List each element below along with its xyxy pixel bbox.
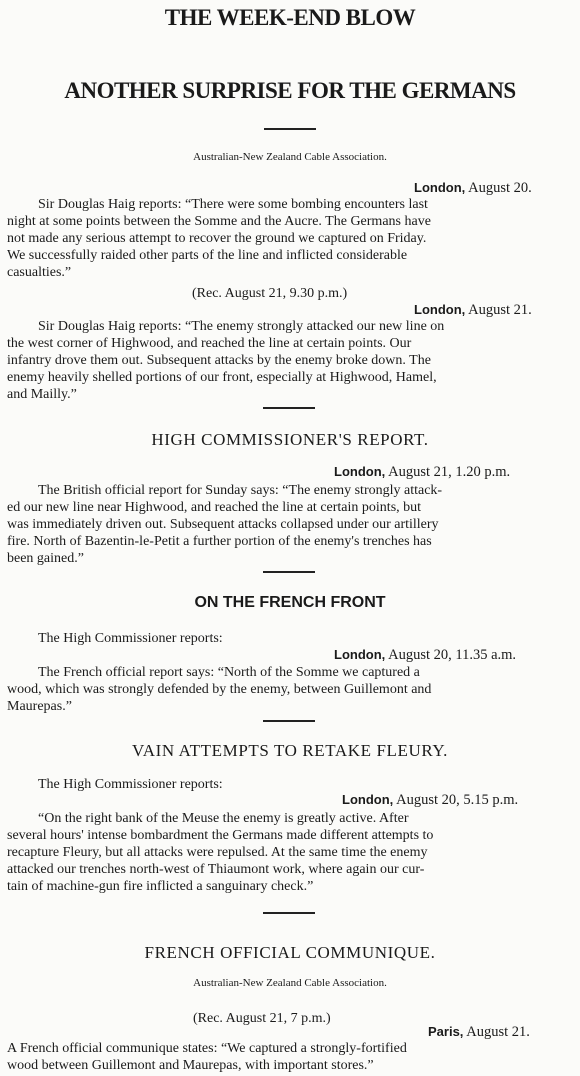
text-line: The French official report says: “North of the Somme we captured a	[38, 665, 420, 680]
dateline: London, August 20, 5.15 p.m.	[342, 792, 519, 808]
text-line: infantry drove them out. Subsequent attacks by the enemy broke down. The	[7, 353, 431, 368]
text-line: was immediately driven out. Subsequent attacks collapsed under our artillery	[7, 517, 439, 532]
dateline: London, August 20, 11.35 a.m.	[334, 647, 517, 663]
text-line: The High Commissioner reports:	[38, 777, 223, 792]
dateline: London, August 21, 1.20 p.m.	[334, 464, 511, 480]
divider	[263, 912, 315, 914]
text-line: The British official report for Sunday says: “The enemy strongly attack-	[38, 483, 443, 498]
text-line: Maurepas.”	[7, 699, 72, 714]
section-heading: FRENCH OFFICIAL COMMUNIQUE.	[144, 943, 436, 962]
section-heading: ON THE FRENCH FRONT	[194, 594, 386, 611]
text-line: attacked our trenches north-west of Thiaumont work, where again our cur-	[7, 862, 425, 877]
received-note: (Rec. August 21, 9.30 p.m.)	[192, 286, 348, 301]
text-line: several hours' intense bombardment the Germans made different attempts to	[7, 828, 434, 843]
text-line: tain of machine-gun fire inflicted a sanguinary check.”	[7, 879, 314, 894]
cable-association: Australian-New Zealand Cable Association.	[193, 977, 387, 989]
divider	[263, 407, 315, 409]
text-line: The High Commissioner reports:	[38, 631, 223, 646]
text-line: and Mailly.”	[7, 387, 77, 402]
text-line: wood, which was strongly defended by the enemy, between Guillemont and	[7, 682, 432, 697]
text-line: not made any serious attempt to recover the ground we captured on Friday.	[7, 231, 427, 246]
dateline: London, August 21.	[414, 302, 532, 318]
dateline: London, August 20.	[414, 180, 532, 196]
masthead-title: THE WEEK-END BLOW	[164, 5, 416, 30]
section-heading: HIGH COMMISSIONER'S REPORT.	[151, 430, 429, 449]
text-line: wood between Guillemont and Maurepas, with important stores.”	[7, 1058, 374, 1073]
text-line: enemy heavily shelled portions of our front, especially at Highwood, Hamel,	[7, 370, 437, 385]
section-heading: VAIN ATTEMPTS TO RETAKE FLEURY.	[132, 741, 448, 760]
received-note: (Rec. August 21, 7 p.m.)	[193, 1011, 331, 1026]
headline: ANOTHER SURPRISE FOR THE GERMANS	[64, 78, 516, 103]
text-line: A French official communique states: “We captured a strongly-fortified	[7, 1041, 407, 1056]
text-line: recapture Fleury, but all attacks were repulsed. At the same time the enemy	[7, 845, 428, 860]
divider	[263, 571, 315, 573]
text-line: “On the right bank of the Meuse the enemy is greatly active. After	[38, 811, 409, 826]
divider	[264, 128, 316, 130]
divider	[263, 720, 315, 722]
text-line: been gained.”	[7, 551, 84, 566]
text-line: casualties.”	[7, 265, 72, 280]
text-line: the west corner of Highwood, and reached the line at certain points. Our	[7, 336, 412, 351]
text-line: We successfully raided other parts of the line and inflicted considerable	[7, 248, 408, 263]
cable-association: Australian-New Zealand Cable Association.	[193, 151, 387, 163]
dateline: Paris, August 21.	[428, 1024, 530, 1040]
text-line: Sir Douglas Haig reports: “There were some bombing encounters last	[38, 197, 428, 212]
text-line: fire. North of Bazentin-le-Petit a further portion of the enemy's trenches has	[7, 534, 432, 549]
text-line: night at some points between the Somme and the Aucre. The Germans have	[7, 214, 431, 229]
text-line: ed our new line near Highwood, and reached the line at certain points, but	[7, 500, 422, 515]
text-line: Sir Douglas Haig reports: “The enemy strongly attacked our new line on	[38, 319, 445, 334]
